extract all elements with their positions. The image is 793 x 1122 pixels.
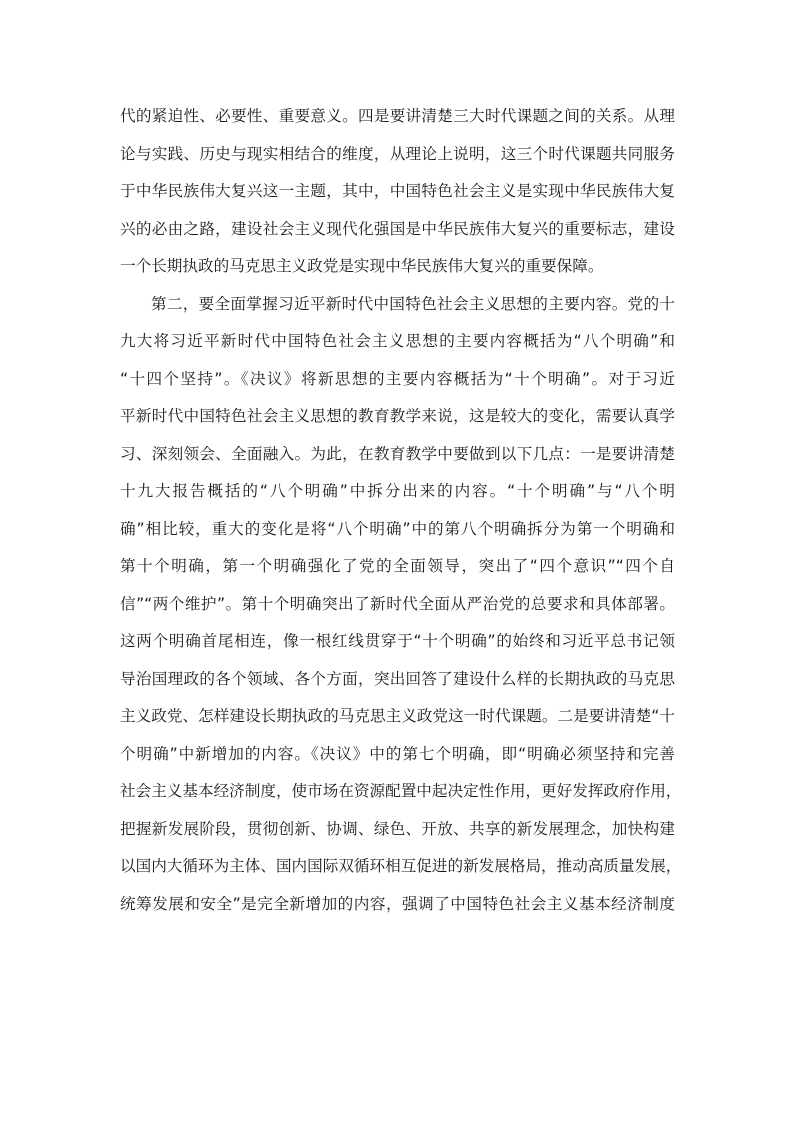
text-line: 这两个明确首尾相连，像一根红线贯穿于“十个明确”的始终和习近平总书记领 bbox=[120, 632, 675, 650]
text-line: 第二，要全面掌握习近平新时代中国特色社会主义思想的主要内容。党的十 bbox=[151, 294, 675, 313]
text-line: 习、深刻领会、全面融入。为此，在教育教学中要做到以下几点：一是要讲清楚 bbox=[120, 444, 675, 463]
text-line: 社会主义基本经济制度，使市场在资源配置中起决定性作用，更好发挥政府作用， bbox=[120, 782, 682, 800]
text-line: 个明确”中新增加的内容。《决议》中的第七个明确，即“明确必须坚持和完善 bbox=[120, 744, 675, 763]
text-line: 把握新发展阶段，贯彻创新、协调、绿色、开放、共享的新发展理念，加快构建 bbox=[120, 819, 675, 838]
text-line: 导治国理政的各个领域、各个方面，突出回答了建设什么样的长期执政的马克思 bbox=[120, 669, 675, 688]
paragraph-1 bbox=[120, 98, 675, 286]
text-line: 第十个明确，第一个明确强化了党的全面领导，突出了“四个意识”“四个自 bbox=[120, 557, 675, 575]
text-line: 论与实践、历史与现实相结合的维度，从理论上说明，这三个时代课题共同服务 bbox=[120, 144, 675, 163]
text-line: 以国内大循环为主体、国内国际双循环相互促进的新发展格局，推动高质量发展， bbox=[120, 857, 682, 875]
text-line: 信”“两个维护”。第十个明确突出了新时代全面从严治党的总要求和具体部署。 bbox=[120, 594, 675, 613]
text-line: 主义政党、怎样建设长期执政的马克思主义政党这一时代课题。二是要讲清楚“十 bbox=[120, 707, 675, 725]
text-line: 确”相比较，重大的变化是将“八个明确”中的第八个明确拆分为第一个明确和 bbox=[120, 519, 675, 538]
text-line: 平新时代中国特色社会主义思想的教育教学来说，这是较大的变化，需要认真学 bbox=[120, 407, 675, 425]
text-line: 代的紧迫性、必要性、重要意义。四是要讲清楚三大时代课题之间的关系。从理 bbox=[120, 107, 675, 125]
text-line: “十四个坚持”。《决议》将新思想的主要内容概括为“十个明确”。对于习近 bbox=[120, 369, 675, 388]
text-line: 统筹发展和安全”是完全新增加的内容，强调了中国特色社会主义基本经济制度 bbox=[120, 894, 675, 913]
text-line: 兴的必由之路，建设社会主义现代化强国是中华民族伟大复兴的重要标志，建设 bbox=[120, 219, 675, 238]
text-line: 于中华民族伟大复兴这一主题，其中，中国特色社会主义是实现中华民族伟大复 bbox=[120, 182, 675, 200]
paragraph-2 bbox=[120, 286, 682, 924]
text-line: 十九大报告概括的“八个明确”中拆分出来的内容。“十个明确”与“八个明 bbox=[120, 482, 675, 500]
text-line: 九大将习近平新时代中国特色社会主义思想的主要内容概括为“八个明确”和 bbox=[120, 332, 675, 350]
document-page bbox=[120, 98, 682, 923]
text-line: 一个长期执政的马克思主义政党是实现中华民族伟大复兴的重要保障。 bbox=[120, 257, 604, 275]
